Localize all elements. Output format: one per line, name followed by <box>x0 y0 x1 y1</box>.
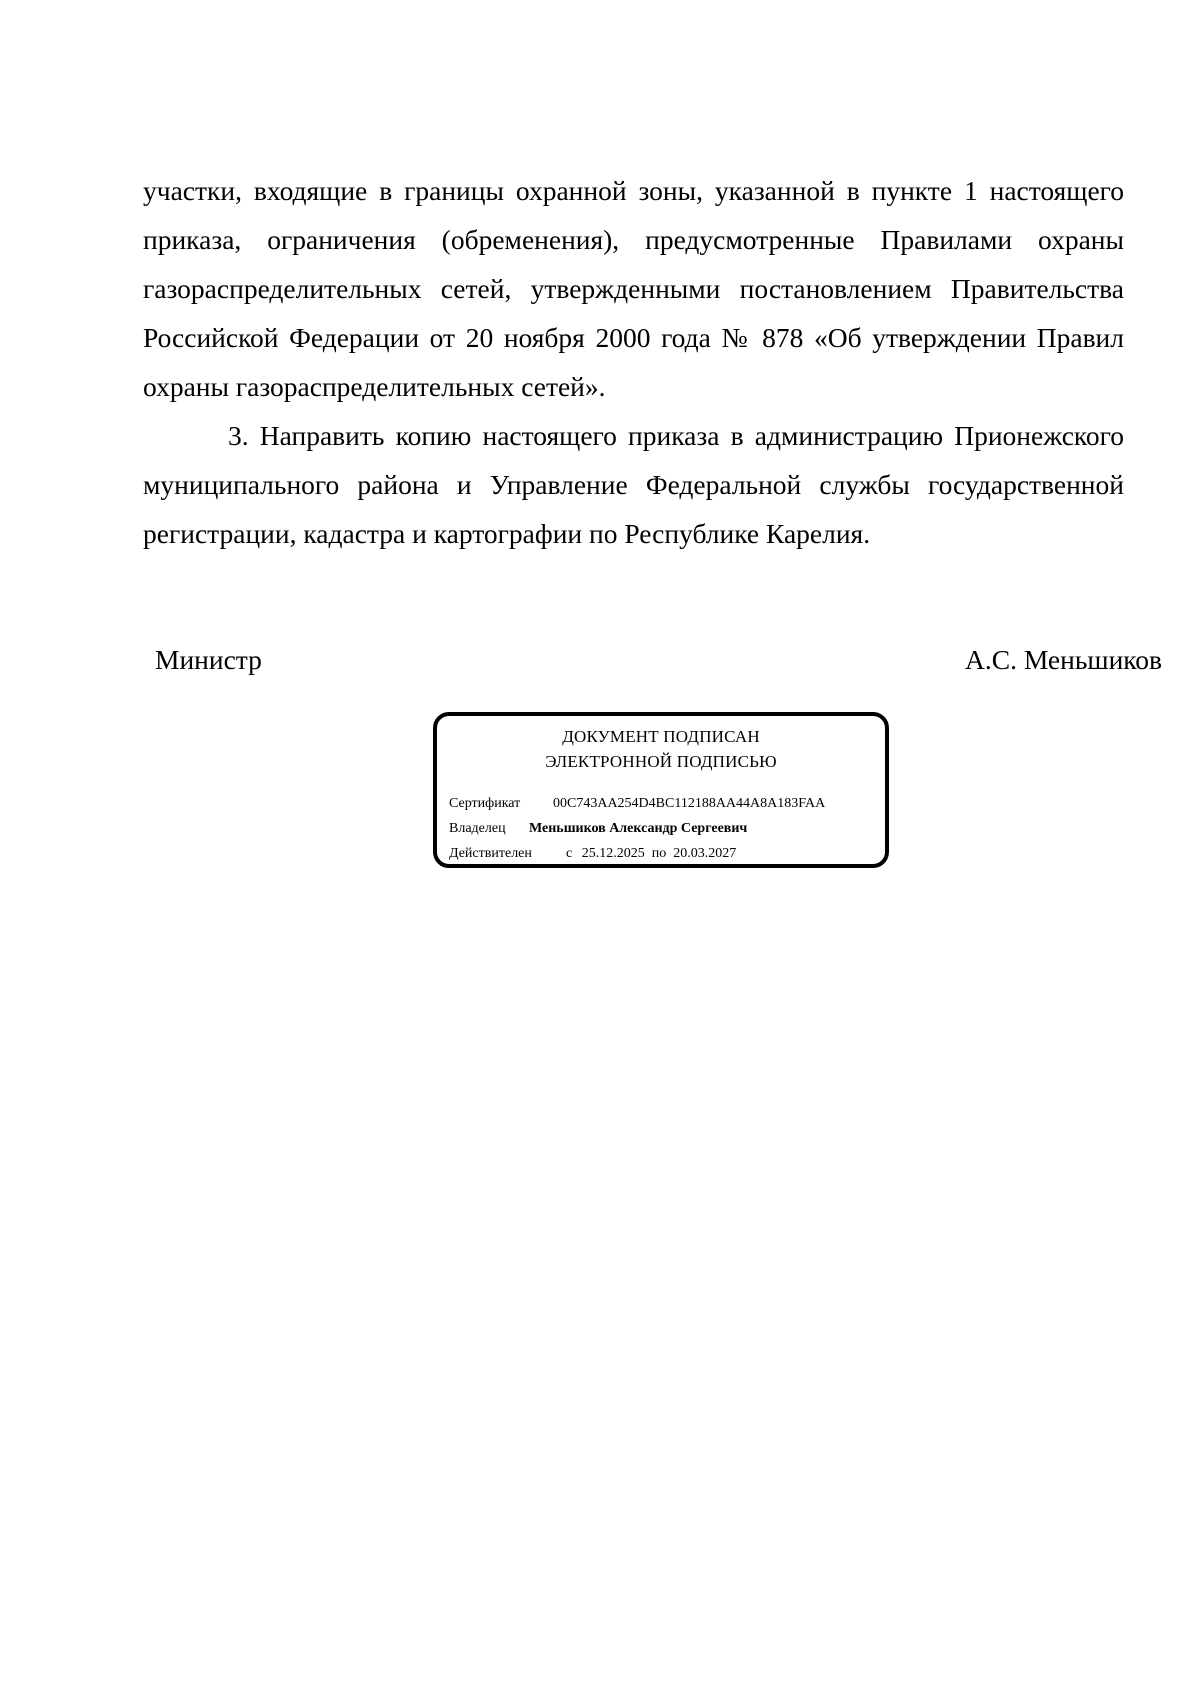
stamp-heading <box>437 724 885 774</box>
validity-from-word: с <box>566 846 573 861</box>
certificate-label: Сертификат <box>449 796 521 811</box>
document-body <box>143 166 1124 558</box>
signatory-name: А.С. Меньшиков <box>965 644 1162 675</box>
validity-to-word: по <box>651 846 667 861</box>
stamp-owner-row <box>449 819 877 839</box>
validity-to-date: 20.03.2027 <box>673 846 737 861</box>
stamp-validity-row <box>449 844 877 864</box>
owner-value: Меньшиков Александр Сергеевич <box>529 821 748 836</box>
validity-from-date: 25.12.2025 <box>581 846 645 861</box>
paragraph-item-3: 3. Направить копию настоящего приказа в администрацию Прионежского муниципального района и Управление Федеральной службы государственной регистрации, кадастра и картографии по Республике Карелия. <box>143 420 1124 549</box>
paragraph-restrictions: участки, входящие в границы охранной зоны, указанной в пункте 1 настоящего приказа, ограничения (обременения), предусмотренные Правилами охраны газораспределительных сетей, утвержденными постановлением Правительства Российской Федерации от 20 ноября 2000 года № 878 «Об утверждении Правил охраны газораспределительных сетей». <box>143 175 1124 402</box>
electronic-signature-stamp <box>433 712 889 868</box>
stamp-heading-line-2: ЭЛЕКТРОННОЙ ПОДПИСЬЮ <box>545 752 777 771</box>
signatory-position: Министр <box>155 644 262 675</box>
stamp-heading-line-1: ДОКУМЕНТ ПОДПИСАН <box>562 727 760 746</box>
owner-label: Владелец <box>449 821 506 836</box>
validity-label: Действителен <box>449 846 532 861</box>
stamp-certificate-row <box>449 794 877 814</box>
certificate-value: 00C743AA254D4BC112188AA44A8A183FAA <box>553 796 826 811</box>
